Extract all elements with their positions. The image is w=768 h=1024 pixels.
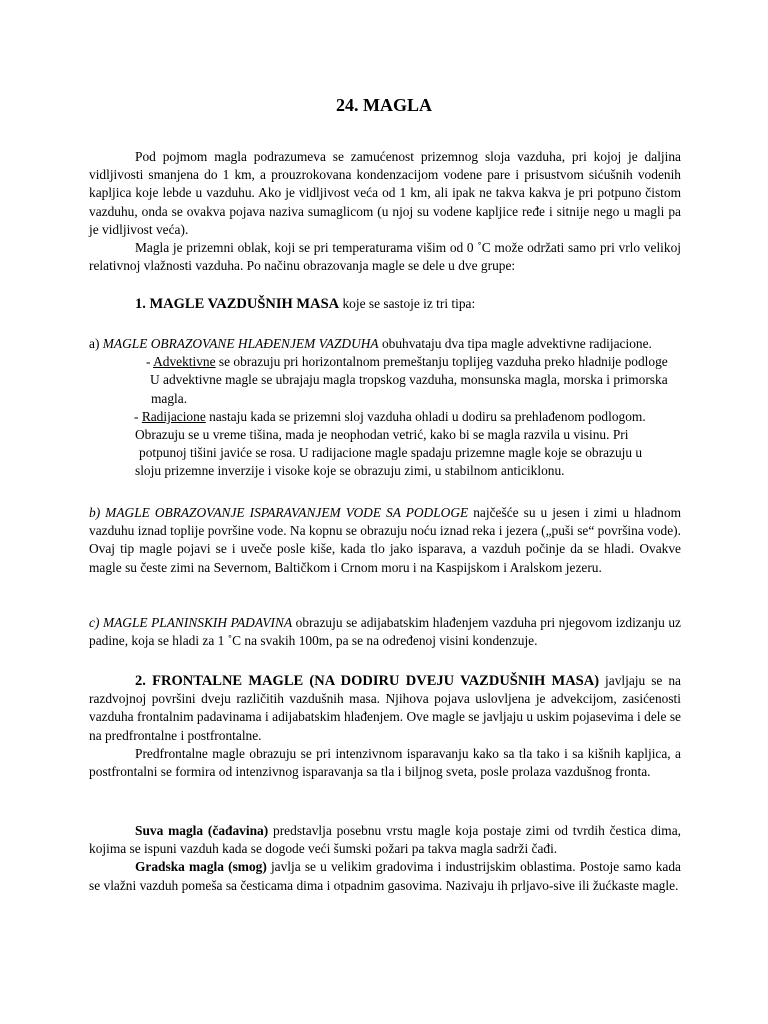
gradska-magla-text: javlja se u velikim gradovima i industrijskim oblastima. Postoje samo kada se vlažni vazduh pomeša sa česticama dima i otpadnim gasovima. Nazivaju ih prljavo-sive ili žućkaste magle. <box>89 859 681 893</box>
section-2-paragraph-2: Predfrontalne magle obrazuju se pri intenzivnom isparavanju kako sa tla tako i sa kišnih kapljica, a postfrontalni se formira od intenzivnog isparavanja sa tla i biljnog sveta, posle prolaza vazdušnog fronta. <box>89 745 681 780</box>
radijacione-line-4: sloju prizemne inverzije i visoke koje se obrazuju zimi, u stabilnom anticiklonu. <box>135 463 565 479</box>
gradska-magla-term: Gradska magla (smog) <box>135 859 267 875</box>
suva-magla-paragraph <box>89 822 681 858</box>
suva-magla-text: predstavlja posebnu vrstu magle koja postaje zimi od tvrdih čestica dima, kojima se ispuni vazduh kada se dogode veći šumski požari pa takva magla sadrži čađi. <box>89 823 681 857</box>
advektivne-line-3: magla. <box>151 390 188 406</box>
advektivne-dash: - <box>146 354 154 370</box>
gradska-magla-paragraph <box>89 858 681 894</box>
radijacione-dash: - <box>134 408 142 424</box>
intro-section <box>89 148 681 275</box>
section-2-heading: 2. FRONTALNE MAGLE (NA DODIRU DVEJU VAZDUŠNIH MASA) <box>135 673 600 689</box>
section-1a-line <box>89 335 681 353</box>
radijacione-term: Radijacione <box>141 408 206 424</box>
section-2 <box>89 672 681 781</box>
section-1-heading-rest: koje se sastoje iz tri tipa: <box>339 296 476 311</box>
section-1a-prefix: a) <box>89 336 103 351</box>
extra-section <box>89 822 681 895</box>
advektivne-line-2: U advektivne magle se ubrajaju magla tropskog vazduha, monsunska magla, morska i primorska <box>150 372 668 388</box>
section-1-heading-line <box>89 295 681 313</box>
intro-paragraph-2: Magla je prizemni oblak, koji se pri temperaturama višim od 0 ˚C može održati samo pri vrlo velikoj relativnoj vlažnosti vazduha. Po načinu obrazovanja magle se dele u dve grupe: <box>89 240 681 274</box>
section-1c <box>89 614 681 650</box>
advektivne-item <box>89 353 681 408</box>
intro-paragraph-1: Pod pojmom magla podrazumeva se zamućenost prizemnog sloja vazduha, pri kojoj je daljina vidljivosti smanjena do 1 km, a prouzrokovana kondenzacijom vodene pare i prisustvom sićušnih vodenih kapljica koje lebde u vazduhu. Ako je vidljivost veća od 1 km, ali ipak ne takva kakva je pri potpuno čistom vazduhu, onda se ovakva pojava naziva sumaglicom (u njoj su vodene kapljice ređe i sitnije nego u magli pa je vidljivost veća). <box>89 149 681 237</box>
section-1b <box>89 504 681 577</box>
section-1b-label: b) MAGLE OBRAZOVANJE ISPARAVANJEM VODE SA PODLOGE <box>89 505 469 520</box>
section-1c-text: obrazuju se adijabatskim hlađenjem vazduha pri njegovom izdizanju uz padine, koja se hladi za 1 ˚C na svakih 100m, pa se na određenoj visini kondenzuje. <box>89 615 681 649</box>
radijacione-line-2: Obrazuju se u vreme tišina, mada je neophodan vetrić, kako bi se magla razvila u visinu. Pri <box>135 427 629 443</box>
page-title: 24. MAGLA <box>336 95 432 115</box>
radijacione-item <box>89 408 681 481</box>
advektivne-text: se obrazuju pri horizontalnom premeštanju toplijeg vazduha preko hladnije podloge <box>215 354 668 370</box>
advektivne-term: Advektivne <box>153 354 216 370</box>
section-1c-label: c) MAGLE PLANINSKIH PADAVINA <box>89 615 293 630</box>
radijacione-line-3: potpunoj tišini javiće se rosa. U radijacione magle spadaju prizemne magle koje se obrazuju u <box>139 445 643 461</box>
radijacione-text: nastaju kada se prizemni sloj vazduha ohladi u dodiru sa prehlađenom podlogom. <box>205 408 646 424</box>
section-1a <box>89 335 681 481</box>
section-1-heading: 1. MAGLE VAZDUŠNIH MASA <box>135 296 340 312</box>
suva-magla-term: Suva magla (čađavina) <box>135 823 269 838</box>
section-1b-text: najčešće su u jesen i zimi u hladnom vazduhu iznad toplije površine vode. Na kopnu se obrazuju noću iznad reka i jezera („puši se“ površina vode). Ovaj tip magle pojavi se i uveče posle kiše, kada tlo jako isparava, a vazduh počinje da se hladi. Ovakve magle su česte zimi na Severnom, Baltičkom i Crnom moru i na Kaspijskom i Aralskom jezeru. <box>89 505 681 575</box>
radijacione-line-1 <box>134 408 681 426</box>
section-2-paragraph-1 <box>89 672 681 745</box>
section-1a-label: MAGLE OBRAZOVANE HLAĐENJEM VAZDUHA <box>102 336 379 351</box>
section-1a-text: obuhvataju dva tipa magle advektivne radijacione. <box>378 336 652 351</box>
advektivne-line-1 <box>146 353 681 371</box>
section-2-text: javljaju se na razdvojnoj površini dveju različitih vazdušnih masa. Njihova pojava uslovljena je advekcijom, zasićenosti vazduha frontalnim padavinama i adijabatskim hlađenjem. Ove magle se javljaju u uskim pojasevima i dele se na predfrontalne i postfrontalne. <box>89 673 681 743</box>
